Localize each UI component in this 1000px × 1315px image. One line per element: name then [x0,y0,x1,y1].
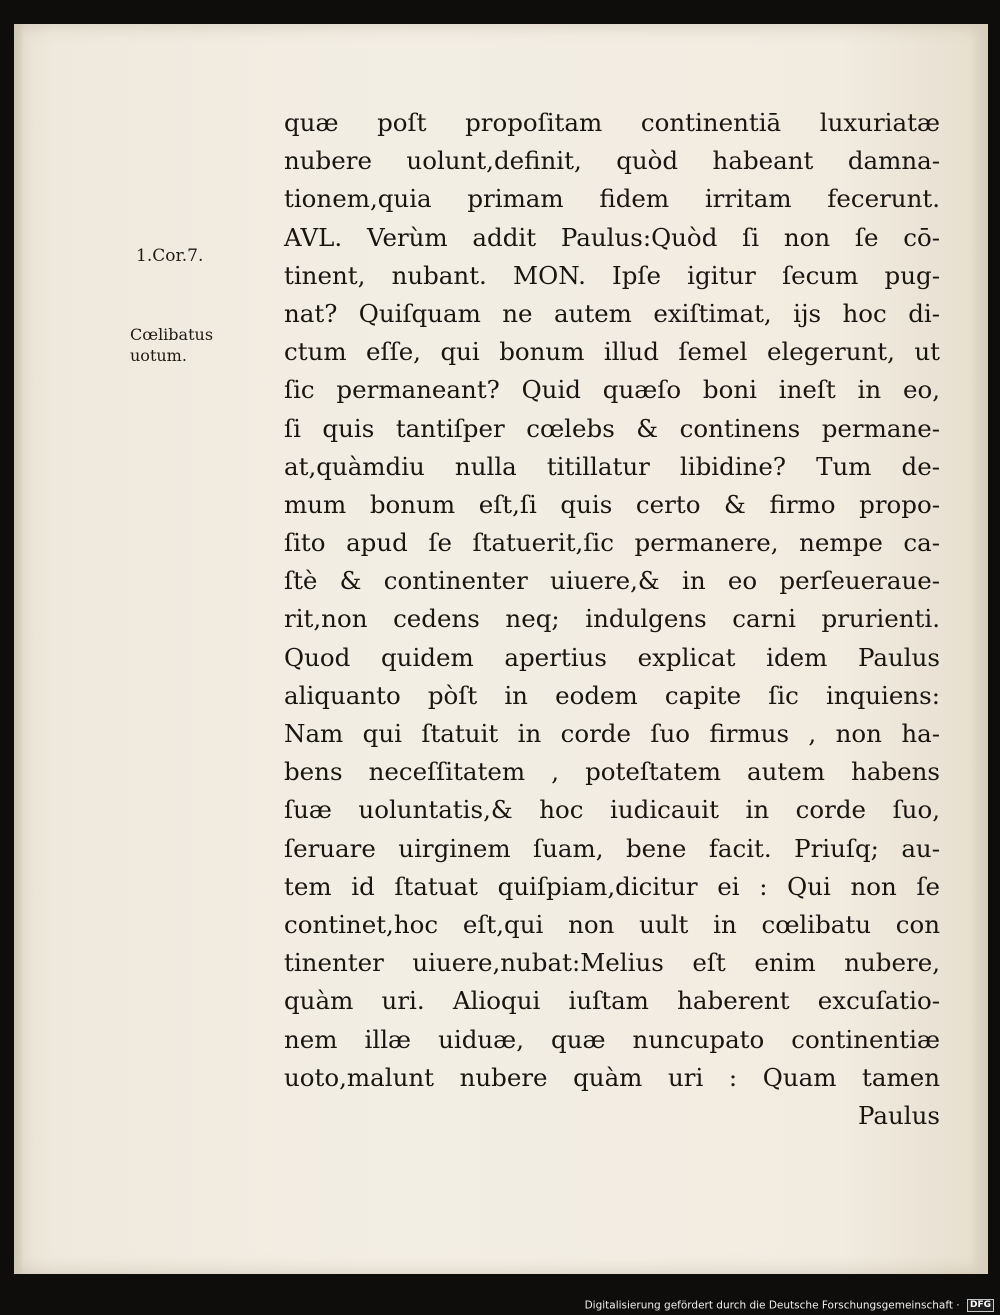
text-line: tinenter uiuere,nubat:Melius eſt enim nubere, [284,948,940,978]
text-line: at,quàmdiu nulla titillatur libidine? Tum de- [284,451,940,481]
text-line: ſeruare uirginem ſuam, bene facit. Priuſq; au- [284,833,940,863]
margin-side-note [130,324,213,366]
digitization-credit [585,1299,994,1312]
text-line: quæ poſt propoſitam continentiā luxuriatæ [284,108,940,137]
catchword: Paulus [858,1100,940,1130]
text-line: Nam qui ſtatuit in corde ſuo firmus , non ha- [284,719,940,748]
text-line: quàm uri. Alioqui iuſtam haberent excuſatio- [284,986,940,1016]
text-line: ſic permaneant? Quid quæſo boni ineſt in eo, [284,375,940,405]
text-line: ctum eſſe, qui bonum illud ſemel elegerunt, ut [284,337,940,367]
page-edge-right [970,24,988,1274]
text-line: ſuæ uoluntatis,& hoc iudicauit in corde ſuo, [284,795,940,825]
text-line: tionem,quia primam fidem irritam fecerunt. [284,184,940,214]
text-line: nat? Quiſquam ne autem exiſtimat, ijs hoc di- [284,298,940,328]
text-line: nubere uolunt,definit, quòd habeant damna- [284,146,940,176]
scanned-page [14,24,988,1274]
text-line: Quod quidem apertius explicat idem Paulus [284,642,940,672]
text-line: bens neceſſitatem , poteſtatem autem habens [284,757,940,787]
text-line: tem id ſtatuat quiſpiam,dicitur ei : Qui non ſe [284,871,940,901]
side-note-line: Cœlibatus [130,325,214,344]
text-line: continet,hoc eſt,qui non uult in cœlibatu con [284,909,940,939]
text-line: ſtè & continenter uiuere,& in eo perſeuerauе- [284,566,940,596]
text-line: ſi quis tantiſper cœlebs & continens permane- [284,413,940,443]
page-edge-left [14,24,24,1274]
text-line: AVL. Verùm addit Paulus:Quòd ſi non ſe cō- [284,222,940,252]
text-line: ſito apud ſe ſtatuerit,ſic permanere, nempe ca- [284,528,940,558]
text-line: uoto,malunt nubere quàm uri : Quam tamen [284,1062,940,1092]
main-text-block [284,104,940,1135]
credit-text: Digitalisierung gefördert durch die Deutsche Forschungsgemeinschaft · [584,1299,960,1312]
text-line: aliquanto pòſt in eodem capite ſic inquiens: [284,680,940,710]
text-line: tinent, nubant. MON. Ipſe igitur ſecum pug- [284,260,940,290]
text-line: nem illæ uiduæ, quæ nuncupato continentiæ [284,1024,940,1054]
text-line: mum bonum eſt,ſi quis certo & firmo propo- [284,489,940,519]
side-note-line: uotum. [130,346,187,365]
text-line: rit,non cedens neq; indulgens carni prurienti. [284,604,940,634]
dfg-logo: DFG [967,1299,994,1312]
margin-reference: 1.Cor.7. [136,246,204,266]
